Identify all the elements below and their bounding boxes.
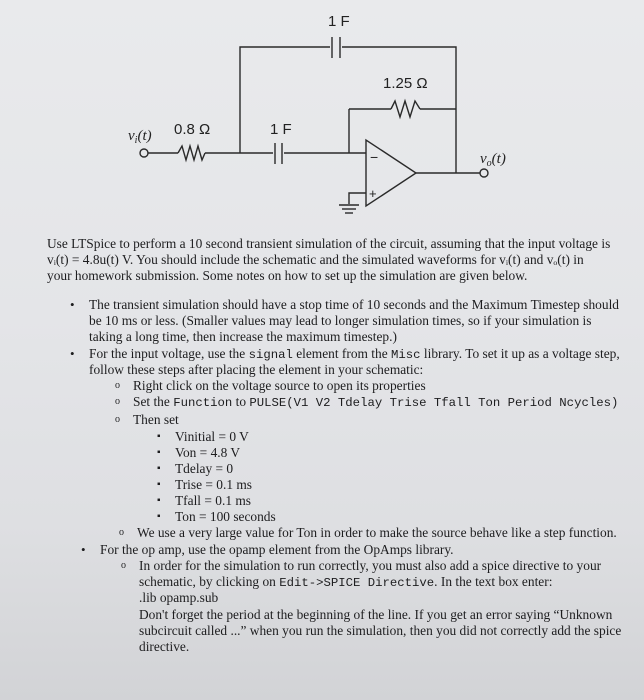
res-feedback-zigzag: [391, 101, 420, 117]
sub-bullet-circle: o: [119, 527, 124, 538]
square-bullet: ▪: [157, 479, 161, 490]
note-line-3: directive.: [139, 639, 190, 654]
param-tfall: Tfall = 0.1 ms: [175, 493, 251, 508]
bullet1-line-3: taking a long time, then increase the maximum timestep.): [89, 329, 397, 344]
spice-directive-text: .lib opamp.sub: [139, 590, 219, 605]
input-terminal: [140, 149, 148, 157]
param-von: Von = 4.8 V: [175, 445, 241, 460]
cap-input-label: 1 F: [270, 121, 292, 138]
bullet-dot: •: [70, 346, 75, 361]
param-trise: Trise = 0.1 ms: [175, 477, 253, 492]
square-bullet: ▪: [157, 495, 161, 506]
intro-line-2: vᵢ(t) = 4.8u(t) V. You should include the schematic and the simulated waveforms for vᵢ(t) and vₒ(t) in: [47, 252, 584, 267]
output-terminal: [480, 169, 488, 177]
sub-step-3: Then set: [133, 412, 179, 427]
square-bullet: ▪: [157, 431, 161, 442]
square-bullet: ▪: [157, 463, 161, 474]
circuit-schematic: [0, 0, 644, 232]
vo-label: $v_o(t)$: [480, 151, 506, 169]
wire-plus-in: [349, 193, 366, 204]
sub-step-5-line-1: In order for the simulation to run correctly, you must also add a spice directive to your: [139, 558, 602, 573]
bullet1-line-2: be 10 ms or less. (Smaller values may lead to longer simulation times, so if your simulation is: [89, 313, 592, 328]
opamp-minus-sign: −: [370, 149, 379, 165]
param-vinitial: Vinitial = 0 V: [175, 429, 249, 444]
cap-top-label: 1 F: [328, 13, 350, 30]
opamp-plus-sign: +: [369, 186, 377, 201]
wire-top-right: [342, 47, 456, 163]
sub-bullet-circle: o: [115, 380, 120, 391]
param-ton: Ton = 100 seconds: [175, 509, 276, 524]
square-bullet: ▪: [157, 511, 161, 522]
bullet2-line-1: For the input voltage, use the signal element from the Misc library. To set it up as a voltage step,: [89, 346, 620, 362]
sub-bullet-circle: o: [115, 414, 120, 425]
res-input-zigzag: [178, 146, 205, 160]
bullet2-line-2: follow these steps after placing the element in your schematic:: [89, 362, 424, 377]
bullet1-line-1: The transient simulation should have a stop time of 10 seconds and the Maximum Timestep should: [89, 297, 619, 312]
sub-step-2: Set the Function to PULSE(V1 V2 Tdelay Trise Tfall Ton Period Ncycles): [133, 394, 619, 410]
intro-line-1: Use LTSpice to perform a 10 second transient simulation of the circuit, assuming that the input voltage is: [47, 236, 611, 251]
bullet3-line-1: For the op amp, use the opamp element from the OpAmps library.: [100, 542, 454, 557]
param-tdelay: Tdelay = 0: [175, 461, 234, 476]
bullet-dot: •: [70, 297, 75, 312]
sub-step-4: We use a very large value for Ton in order to make the source behave like a step function.: [137, 525, 617, 540]
sub-step-1: Right click on the voltage source to open its properties: [133, 378, 426, 393]
sub-bullet-circle: o: [121, 560, 126, 571]
note-line-1: Don't forget the period at the beginning of the line. If you get an error saying “Unknown: [139, 607, 613, 622]
note-line-2: subcircuit called ...” when you run the simulation, then you did not correctly add the spice: [139, 623, 622, 638]
sub-bullet-circle: o: [115, 396, 120, 407]
res-feedback-label: 1.25 Ω: [383, 75, 428, 92]
square-bullet: ▪: [157, 447, 161, 458]
res-input-label: 0.8 Ω: [174, 121, 211, 138]
vi-label: $v_i(t)$: [128, 128, 152, 146]
sub-step-5-line-2: schematic, by clicking on Edit->SPICE Directive. In the text box enter:: [139, 574, 553, 590]
bullet-dot: •: [81, 542, 86, 557]
intro-line-3: your homework submission. Some notes on how to set up the simulation are given below.: [47, 268, 528, 283]
